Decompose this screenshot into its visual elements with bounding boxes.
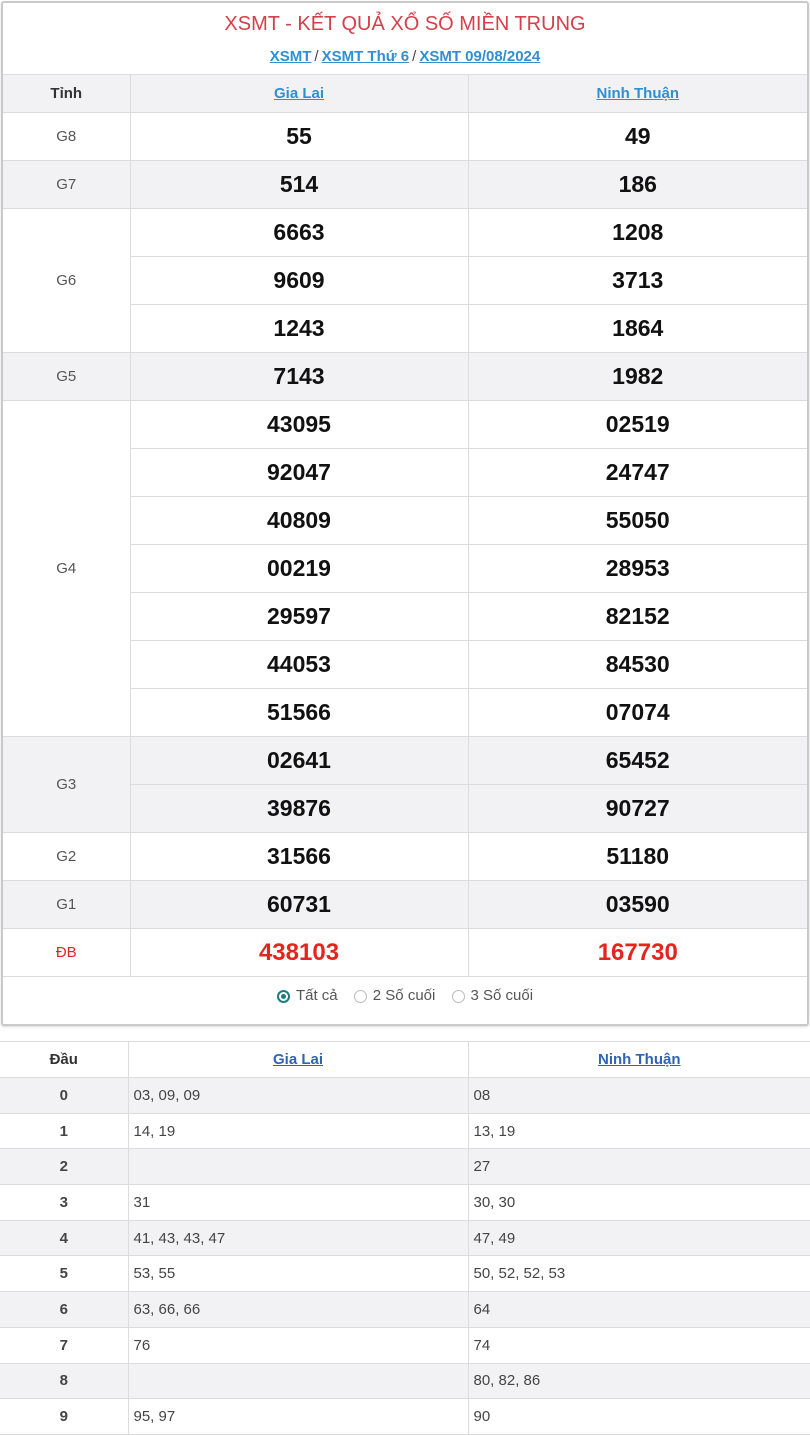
prize-label: G4 <box>3 401 130 737</box>
dau-row <box>0 1363 810 1399</box>
dau-values-ninh-thuan: 08 <box>468 1078 810 1114</box>
province-header-ninh-thuan <box>468 75 807 113</box>
dau-values-gia-lai: 76 <box>128 1327 468 1363</box>
dau-table <box>0 1041 810 1435</box>
filter-last-2-radio[interactable] <box>354 987 436 1004</box>
filter-option-label: 2 Số cuối <box>372 987 436 1004</box>
dau-values-ninh-thuan: 47, 49 <box>468 1220 810 1256</box>
breadcrumb-xsmt[interactable]: XSMT <box>269 48 312 65</box>
dau-digit: 3 <box>0 1185 128 1221</box>
prize-number: 51566 <box>130 689 468 737</box>
dau-header-gia-lai <box>128 1042 468 1078</box>
prize-label: G2 <box>3 833 130 881</box>
prize-number: 55050 <box>468 497 807 545</box>
prize-number: 514 <box>130 161 468 209</box>
dau-row <box>0 1113 810 1149</box>
dau-values-gia-lai <box>128 1149 468 1185</box>
prize-number: 07074 <box>468 689 807 737</box>
prize-number: 90727 <box>468 785 807 833</box>
prize-row-g7 <box>3 161 807 209</box>
dau-digit: 5 <box>0 1256 128 1292</box>
dau-row <box>0 1185 810 1221</box>
prize-number: 1208 <box>468 209 807 257</box>
results-table <box>3 74 807 977</box>
dau-header-ninh-thuan <box>468 1042 810 1078</box>
province-label-header: Tỉnh <box>3 75 130 113</box>
prize-label: G6 <box>3 209 130 353</box>
dau-values-ninh-thuan: 50, 52, 52, 53 <box>468 1256 810 1292</box>
dau-values-gia-lai: 14, 19 <box>128 1113 468 1149</box>
dau-values-gia-lai: 53, 55 <box>128 1256 468 1292</box>
dau-label-header: Đầu <box>0 1042 128 1078</box>
radio-checked-icon[interactable] <box>277 990 290 1003</box>
prize-label: G1 <box>3 881 130 929</box>
prize-row-g2 <box>3 833 807 881</box>
prize-number: 60731 <box>130 881 468 929</box>
dau-digit: 4 <box>0 1220 128 1256</box>
dau-digit: 1 <box>0 1113 128 1149</box>
prize-label: G8 <box>3 113 130 161</box>
prize-number: 84530 <box>468 641 807 689</box>
prize-number: 92047 <box>130 449 468 497</box>
filter-option-label: 3 Số cuối <box>470 987 534 1004</box>
prize-number: 40809 <box>130 497 468 545</box>
prize-label: G7 <box>3 161 130 209</box>
dau-values-ninh-thuan: 90 <box>468 1399 810 1435</box>
prize-row-g5 <box>3 353 807 401</box>
prize-row-g1 <box>3 881 807 929</box>
prize-row-g8 <box>3 113 807 161</box>
prize-number: 39876 <box>130 785 468 833</box>
dau-values-ninh-thuan: 80, 82, 86 <box>468 1363 810 1399</box>
digit-filter <box>3 987 807 1017</box>
prize-row-g3 <box>3 737 807 785</box>
prize-number: 9609 <box>130 257 468 305</box>
prize-number: 3713 <box>468 257 807 305</box>
prize-row-g4 <box>3 401 807 449</box>
breadcrumb-separator: / <box>412 48 417 65</box>
prize-label: G3 <box>3 737 130 833</box>
prize-row-g6 <box>3 209 807 257</box>
prize-number: 82152 <box>468 593 807 641</box>
dau-row <box>0 1399 810 1435</box>
dau-row <box>0 1292 810 1328</box>
special-prize-number: 167730 <box>468 929 807 977</box>
prize-number: 02519 <box>468 401 807 449</box>
breadcrumb-xsmt-thu-6[interactable]: XSMT Thứ 6 <box>321 48 410 65</box>
prize-number: 186 <box>468 161 807 209</box>
province-link-gia-lai[interactable]: Gia Lai <box>273 85 325 102</box>
prize-number: 7143 <box>130 353 468 401</box>
prize-number: 65452 <box>468 737 807 785</box>
province-link-gia-lai[interactable]: Gia Lai <box>272 1051 324 1068</box>
prize-number: 1864 <box>468 305 807 353</box>
prize-number: 24747 <box>468 449 807 497</box>
prize-number: 55 <box>130 113 468 161</box>
prize-number: 49 <box>468 113 807 161</box>
province-header-gia-lai <box>130 75 468 113</box>
prize-number: 29597 <box>130 593 468 641</box>
dau-values-ninh-thuan: 74 <box>468 1327 810 1363</box>
prize-number: 02641 <box>130 737 468 785</box>
dau-values-gia-lai: 95, 97 <box>128 1399 468 1435</box>
filter-all-radio[interactable] <box>277 987 338 1004</box>
breadcrumb <box>3 48 807 65</box>
breadcrumb-separator: / <box>314 48 319 65</box>
province-link-ninh-thuan[interactable]: Ninh Thuận <box>596 85 679 102</box>
results-card <box>1 1 809 1026</box>
prize-number: 43095 <box>130 401 468 449</box>
dau-values-ninh-thuan: 27 <box>468 1149 810 1185</box>
special-prize-number: 438103 <box>130 929 468 977</box>
prize-row-special <box>3 929 807 977</box>
dau-values-gia-lai: 41, 43, 43, 47 <box>128 1220 468 1256</box>
dau-digit: 8 <box>0 1363 128 1399</box>
dau-header-row <box>0 1042 810 1078</box>
dau-digit: 6 <box>0 1292 128 1328</box>
dau-values-gia-lai <box>128 1363 468 1399</box>
dau-row <box>0 1327 810 1363</box>
dau-values-gia-lai: 03, 09, 09 <box>128 1078 468 1114</box>
prize-number: 1243 <box>130 305 468 353</box>
prize-number: 44053 <box>130 641 468 689</box>
results-header-row <box>3 75 807 113</box>
breadcrumb-xsmt-date[interactable]: XSMT 09/08/2024 <box>419 48 541 65</box>
dau-values-ninh-thuan: 64 <box>468 1292 810 1328</box>
dau-digit: 9 <box>0 1399 128 1435</box>
prize-number: 31566 <box>130 833 468 881</box>
dau-digit: 0 <box>0 1078 128 1114</box>
dau-row <box>0 1149 810 1185</box>
dau-values-gia-lai: 63, 66, 66 <box>128 1292 468 1328</box>
dau-row <box>0 1078 810 1114</box>
prize-number: 51180 <box>468 833 807 881</box>
dau-digit: 7 <box>0 1327 128 1363</box>
prize-number: 03590 <box>468 881 807 929</box>
dau-values-gia-lai: 31 <box>128 1185 468 1221</box>
prize-number: 00219 <box>130 545 468 593</box>
prize-number: 28953 <box>468 545 807 593</box>
filter-last-3-radio[interactable] <box>452 987 534 1004</box>
special-prize-label: ĐB <box>3 929 130 977</box>
radio-unchecked-icon[interactable] <box>452 990 465 1003</box>
dau-values-ninh-thuan: 13, 19 <box>468 1113 810 1149</box>
dau-values-ninh-thuan: 30, 30 <box>468 1185 810 1221</box>
dau-digit: 2 <box>0 1149 128 1185</box>
prize-number: 1982 <box>468 353 807 401</box>
radio-unchecked-icon[interactable] <box>354 990 367 1003</box>
prize-number: 6663 <box>130 209 468 257</box>
dau-row <box>0 1220 810 1256</box>
page-title: XSMT - KẾT QUẢ XỔ SỐ MIỀN TRUNG <box>224 13 586 35</box>
filter-option-label: Tất cả <box>295 987 338 1004</box>
province-link-ninh-thuan[interactable]: Ninh Thuận <box>598 1051 681 1068</box>
prize-label: G5 <box>3 353 130 401</box>
dau-row <box>0 1256 810 1292</box>
